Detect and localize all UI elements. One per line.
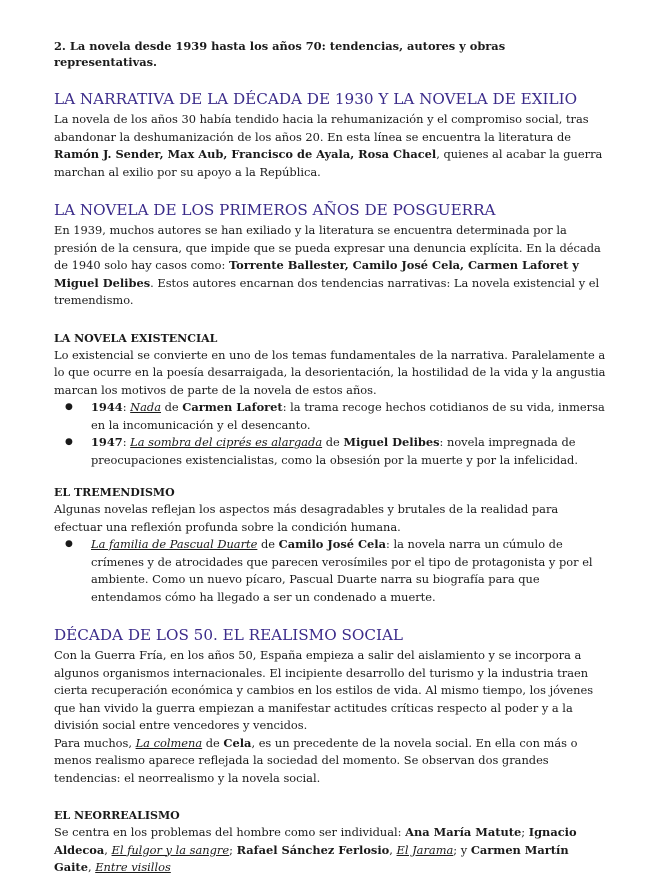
paragraph-tremendismo: Algunas novelas reflejan los aspectos más desagradables y brutales de la realidad para efectuar una reflexión profunda sobre la condición humana.	[54, 502, 559, 534]
text: ,	[389, 842, 397, 857]
list-item	[91, 536, 607, 606]
authors: Ramón J. Sender, Max Aub, Francisco de Ayala, Rosa Chacel	[54, 147, 437, 161]
text: ,	[104, 842, 112, 857]
year: 1944	[91, 400, 123, 414]
work-title: El Jarama	[396, 842, 454, 857]
text: : la trama recoge hechos cotidianos de su vida, inmersa en la incomunicación y el desencanto.	[91, 400, 605, 432]
section-title-realismo-social: DÉCADA DE LOS 50. EL REALISMO SOCIAL	[54, 626, 404, 644]
text: En 1939, muchos autores se han exiliado y la literatura se encuentra determinada por la presión de la censura, que impide que se pueda expresar una denuncia explícita. En la década de 1940 solo hay casos como:	[54, 223, 601, 272]
paragraph-realismo-1: Con la Guerra Fría, en los años 50, España empieza a salir del aislamiento y se incorpora a algunos organismos internacionales. El incipiente desarrollo del turismo y la industria traen cierta recuperación económica y cambios en los estilos de vida. Al mismo tiempo, los jóvenes que han vivido la guerra empiezan a manifestar actitudes críticas respecto al poder y a la división social entre vencedores y vencidos.	[54, 648, 594, 732]
text: de	[322, 435, 344, 449]
work-title: La sombra del ciprés es alargada	[130, 435, 323, 449]
work-title: La colmena	[135, 735, 203, 750]
text: , quienes al acabar la guerra marchan al exilio por su apoyo a la República.	[54, 147, 603, 179]
author: Ana María Matute	[405, 825, 522, 839]
text: ; y	[453, 842, 471, 857]
text: ;	[229, 842, 237, 857]
text: Para muchos,	[54, 735, 136, 750]
author: Miguel Delibes	[343, 435, 440, 449]
list-item	[91, 399, 607, 434]
text: ,	[87, 860, 96, 874]
paragraph-neorrealismo	[54, 824, 607, 877]
text: : la novela narra un cúmulo de crímenes y de atrocidades que parecen verosímiles por el tipo de protagonista y por el ambiente. Como un nuevo pícaro, Pascual Duarte narra su biografía para que entendamos cómo ha llegado a ser un condenado a muerte.	[91, 537, 593, 604]
paragraph-realismo-2	[54, 735, 607, 788]
year: 1947	[91, 435, 123, 449]
heading-existencial: LA NOVELA EXISTENCIAL	[54, 331, 218, 345]
text: ;	[521, 825, 529, 839]
author: Carmen Laforet	[182, 400, 283, 414]
author: Ignacio Aldecoa	[54, 825, 577, 857]
authors: Torrente Ballester, Camilo José Cela, Carmen Laforet y Miguel Delibes	[54, 258, 579, 290]
work-title: El fulgor y la sangre	[111, 842, 230, 857]
text: de	[161, 400, 183, 414]
text: : novela impregnada de preocupaciones existencialistas, como la obsesión por la muerte y por la infelicidad.	[91, 435, 578, 467]
heading-tremendismo: EL TREMENDISMO	[54, 486, 175, 499]
paragraph-1930	[54, 111, 607, 181]
author: Rafael Sánchez Ferlosio	[236, 842, 390, 857]
list-tremendismo	[54, 536, 607, 606]
text: :	[122, 400, 131, 414]
paragraph-existencial: Lo existencial se convierte en uno de los temas fundamentales de la narrativa. Paralelamente a lo que ocurre en la poesía desarraigada, la desorientación, la hostilidad de la vida y la angustia marcan los motivos de parte de la novela de estos años.	[54, 347, 606, 397]
text: , es un precedente de la novela social. En ella con más o menos realismo aparece reflejada la sociedad del momento. Se observan dos grandes tendencias: el neorrealismo y la novela social.	[54, 735, 578, 785]
text: La novela de los años 30 había tendido hacia la rehumanización y el compromiso social, tras abandonar la deshumanización de los años 20. En esta línea se encuentra la literatura de	[54, 112, 589, 144]
author: Cela	[223, 735, 252, 750]
text: de	[202, 735, 224, 750]
author: Carmen Martín Gaite	[54, 842, 569, 874]
work-title: Entre visillos	[95, 860, 171, 874]
paragraph-posguerra	[54, 222, 607, 310]
text: :	[122, 435, 131, 449]
section-title-posguerra: LA NOVELA DE LOS PRIMEROS AÑOS DE POSGUERRA	[54, 201, 496, 219]
text: . Estos autores encarnan dos tendencias narrativas: La novela existencial y el tremendismo.	[54, 275, 600, 307]
heading-neorrealismo: EL NEORREALISMO	[54, 809, 180, 822]
author: Camilo José Cela	[278, 537, 387, 551]
list-existencial	[54, 399, 607, 469]
text: de	[257, 537, 279, 551]
question-heading: 2. La novela desde 1939 hasta los años 70: tendencias, autores y obras representativas.	[54, 39, 506, 69]
section-title-1930: LA NARRATIVA DE LA DÉCADA DE 1930 Y LA NOVELA DE EXILIO	[54, 90, 578, 108]
list-item	[91, 434, 607, 469]
text: Se centra en los problemas del hombre como ser individual:	[54, 825, 406, 839]
work-title: Nada	[130, 400, 162, 414]
work-title: La familia de Pascual Duarte	[91, 537, 258, 551]
